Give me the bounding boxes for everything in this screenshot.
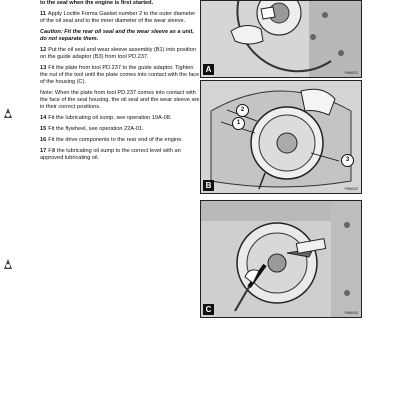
- callout-2: 2: [236, 104, 249, 117]
- step-17: [40, 148, 200, 162]
- figure-letter: C: [203, 304, 214, 315]
- step-text: Fit the flywheel, see operation 22A-01.: [48, 126, 144, 132]
- step-number: 14: [40, 115, 47, 121]
- figure-c: [200, 200, 362, 318]
- step-text: Fit the drive components to the rear end of the engine.: [48, 137, 183, 143]
- figure-code: PW6040: [344, 311, 358, 315]
- figure-code: PW6021: [344, 71, 358, 75]
- binder-hole-icon: [2, 107, 14, 119]
- binder-hole-icon: [2, 258, 14, 270]
- figure-a-illustration: [201, 1, 361, 77]
- step-11: [40, 11, 200, 25]
- step-text: Apply Loctite Forma Gasket number 2 to the outer diameter of the oil seal and to the inner diameter of the wear sleeve.: [40, 11, 196, 24]
- instruction-column: [40, 0, 200, 166]
- step-text: Fit the plate from tool PD.237 to the guide adaptor. Tighten the nut of the tool until the plate comes into contact with the face of the housing (C).: [40, 65, 200, 85]
- figure-code: PW6022: [344, 187, 358, 191]
- step-number: 12: [40, 47, 47, 53]
- step-number: 13: [40, 65, 47, 71]
- step-text: Fill the lubricating oil sump to the correct level with an approved lubricating oil.: [40, 148, 181, 161]
- step-number: 17: [40, 148, 47, 154]
- step-13: [40, 65, 200, 86]
- step-number: 16: [40, 137, 47, 143]
- step-text: Put the oil seal and wear sleeve assembly (B1) into position on the guide adaptor (B3) from tool PD.237.: [40, 47, 196, 60]
- note-text: Note: When the plate from tool PD.237 comes into contact with the face of the seal housing, the oil seal and the wear sleeve are in their correct positions.: [40, 90, 200, 110]
- figure-b: [200, 80, 362, 194]
- figure-letter: B: [203, 180, 214, 191]
- step-15: [40, 126, 200, 133]
- callout-3: 3: [341, 154, 354, 167]
- step-16: [40, 137, 200, 144]
- step-text: Fit the lubricating oil sump, see operation 19A-08.: [48, 115, 172, 121]
- caution-text: Caution: Fit the rear oil seal and the wear sleeve as a unit, do not separate them.: [40, 29, 194, 42]
- figure-b-illustration: [201, 81, 361, 193]
- figure-a: [200, 0, 362, 78]
- step-number: 11: [40, 11, 46, 17]
- figure-c-illustration: [201, 201, 361, 317]
- callout-1: 1: [232, 117, 245, 130]
- step-14: [40, 115, 200, 122]
- figure-letter: A: [203, 64, 214, 75]
- step-12: [40, 47, 200, 61]
- instruction-text: to the seal when the engine is first started.: [40, 0, 154, 6]
- step-number: 15: [40, 126, 47, 132]
